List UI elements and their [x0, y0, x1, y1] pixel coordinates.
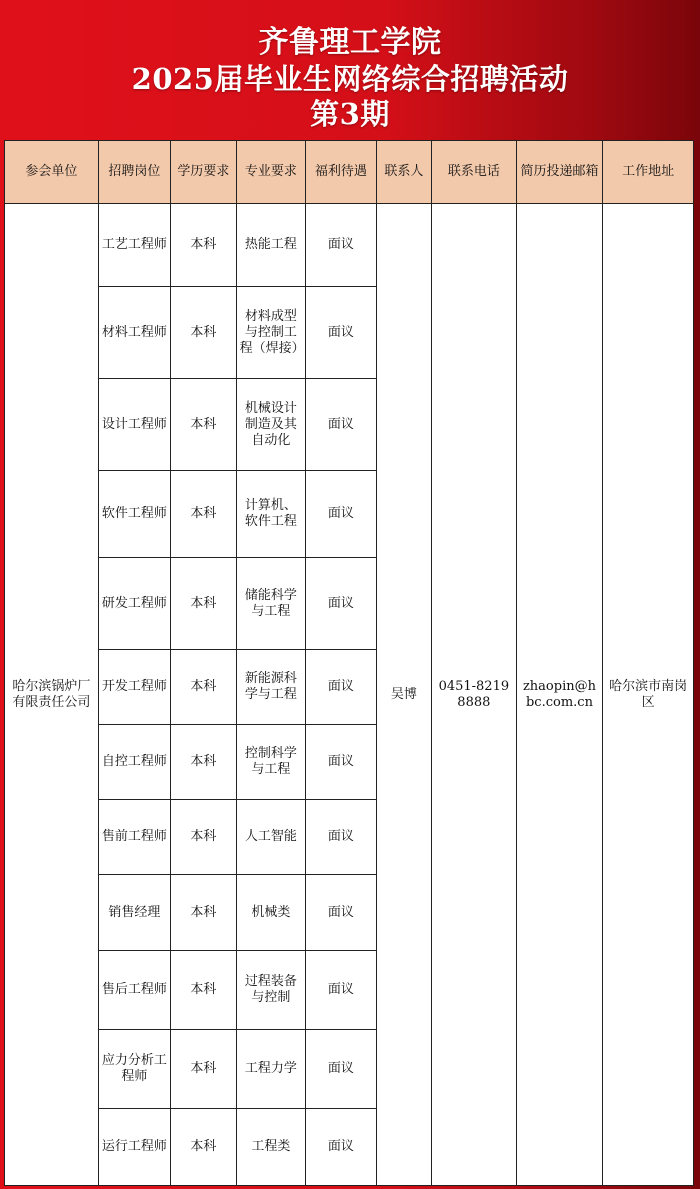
major-cell: 机械设计制造及其自动化: [236, 379, 306, 471]
school-title: 齐鲁理工学院: [258, 25, 442, 60]
welfare-cell: 面议: [306, 379, 377, 471]
poster-header: [0, 0, 700, 140]
position-cell: 自控工程师: [98, 725, 171, 800]
header-company: 参会单位: [5, 141, 99, 204]
address-cell: 哈尔滨市南岗区: [603, 204, 694, 1186]
welfare-cell: 面议: [306, 558, 377, 650]
header-address: 工作地址: [603, 141, 694, 204]
education-cell: 本科: [171, 471, 236, 558]
major-cell: 储能科学与工程: [236, 558, 306, 650]
header-position: 招聘岗位: [98, 141, 171, 204]
education-cell: 本科: [171, 1109, 236, 1186]
major-cell: 工程类: [236, 1109, 306, 1186]
position-cell: 售后工程师: [98, 951, 171, 1030]
welfare-cell: 面议: [306, 287, 377, 379]
major-cell: 人工智能: [236, 800, 306, 875]
major-cell: 新能源科学与工程: [236, 650, 306, 725]
major-cell: 工程力学: [236, 1030, 306, 1109]
major-cell: 过程装备与控制: [236, 951, 306, 1030]
welfare-cell: 面议: [306, 800, 377, 875]
phone-cell: 0451-82198888: [432, 204, 517, 1186]
position-cell: 软件工程师: [98, 471, 171, 558]
education-cell: 本科: [171, 204, 236, 287]
education-cell: 本科: [171, 800, 236, 875]
event-title: 2025届毕业生网络综合招聘活动: [131, 62, 569, 96]
major-cell: 控制科学与工程: [236, 725, 306, 800]
position-cell: 研发工程师: [98, 558, 171, 650]
major-cell: 机械类: [236, 875, 306, 951]
education-cell: 本科: [171, 287, 236, 379]
contact-cell: 吴博: [376, 204, 431, 1186]
company-cell: 哈尔滨锅炉厂有限责任公司: [5, 204, 99, 1186]
position-cell: 售前工程师: [98, 800, 171, 875]
welfare-cell: 面议: [306, 1109, 377, 1186]
welfare-cell: 面议: [306, 1030, 377, 1109]
education-cell: 本科: [171, 875, 236, 951]
education-cell: 本科: [171, 725, 236, 800]
table-header-row: [5, 141, 694, 204]
position-cell: 工艺工程师: [98, 204, 171, 287]
header-contact: 联系人: [376, 141, 431, 204]
welfare-cell: 面议: [306, 725, 377, 800]
header-email: 简历投递邮箱: [516, 141, 603, 204]
major-cell: 材料成型与控制工程（焊接）: [236, 287, 306, 379]
issue-title: 第3期: [310, 97, 390, 131]
welfare-cell: 面议: [306, 875, 377, 951]
major-cell: 热能工程: [236, 204, 306, 287]
table-row: [5, 204, 694, 287]
header-phone: 联系电话: [432, 141, 517, 204]
education-cell: 本科: [171, 951, 236, 1030]
position-cell: 材料工程师: [98, 287, 171, 379]
position-cell: 应力分析工程师: [98, 1030, 171, 1109]
position-cell: 销售经理: [98, 875, 171, 951]
education-cell: 本科: [171, 558, 236, 650]
education-cell: 本科: [171, 379, 236, 471]
education-cell: 本科: [171, 1030, 236, 1109]
position-cell: 开发工程师: [98, 650, 171, 725]
welfare-cell: 面议: [306, 951, 377, 1030]
major-cell: 计算机、软件工程: [236, 471, 306, 558]
header-welfare: 福利待遇: [306, 141, 377, 204]
welfare-cell: 面议: [306, 204, 377, 287]
email-cell: zhaopin@hbc.com.cn: [516, 204, 603, 1186]
education-cell: 本科: [171, 650, 236, 725]
welfare-cell: 面议: [306, 650, 377, 725]
header-education: 学历要求: [171, 141, 236, 204]
recruitment-table: [4, 140, 694, 1186]
header-major: 专业要求: [236, 141, 306, 204]
position-cell: 运行工程师: [98, 1109, 171, 1186]
position-cell: 设计工程师: [98, 379, 171, 471]
welfare-cell: 面议: [306, 471, 377, 558]
